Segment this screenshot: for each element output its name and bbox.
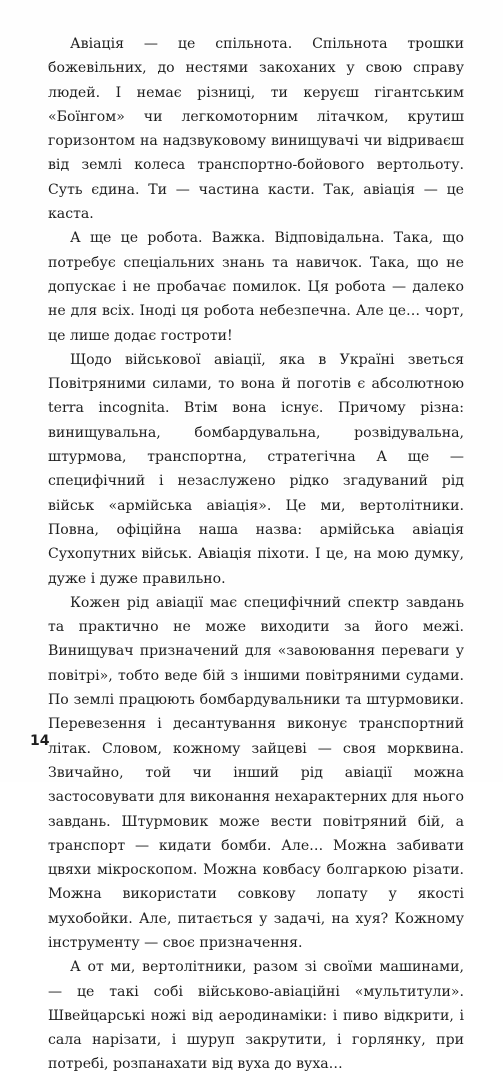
paragraph-1: Авіація — це спільнота. Спільнота трошки божевільних, до нестями закоханих у свою справу людей. І немає різниці, ти керуєш гігантським «Боїнгом» чи легкомоторним літачком, крутиш горизонтом на надзвуковому винищувачі чи відриваєш від землі колеса транспортно-бойового вертольоту. Суть єдина. Ти — частина касти. Так, авіація — це каста. [48,36,464,223]
page-number: 14 [30,733,50,749]
paragraph-5: А от ми, вертолітники, разом зі своїми машинами, — це такі собі військово-авіаційні «мультитули». Швейцарські ножі від аеродинаміки: і пиво відкрити, і сала нарізати, і шуруп закрутити, і горлянку, при потребі, розпанахати від вуха до вуха… [48,959,464,1073]
paragraph-2: А ще це робота. Важка. Відповідальна. Така, що потребує спеціальних знань та навичок. Така, що не допускає і не пробачає помилок. Ця робота — далеко не для всіх. Іноді ця робота небезпечна. Але це… чорт, це лише додає гостроти! [48,230,464,344]
body-text [48,32,464,1077]
paragraph-4: Кожен рід авіації має специфічний спектр завдань та практично не може виходити за його межі. Винищувач призначений для «завоювання переваги у повітрі», тобто веде бій з іншими повітряними судами. По землі працюють бомбардувальники та штурмовики. Перевезення і десантування виконує транспортний літак. Словом, кожному зайцеві — своя морквина. Звичайно, той чи інший рід авіації можна застосовувати для виконання нехарактерних для нього завдань. Штурмовик може вести повітряний бій, а транспорт — кидати бомби. Але… Можна забивати цвяхи мікроскопом. Можна ковбасу болгаркою різати. Можна використати совкову лопату у якості мухобойки. Але, питається у задачі, на хуя? Кожному інструменту — своє призначення. [48,594,464,951]
paragraph-3: Щодо військової авіації, яка в Україні зветься Повітряними силами, то вона й поготів є абсолютною terra incognita. Втім вона існує. Причому різна: винищувальна, бомбардувальна, розвідувальна, штурмова, транспортна, стратегічна А ще — специфічний і незаслужено рідко згадуваний рід військ «армійська авіація». Це ми, вертолітники. Повна, офіційна наша назва: армійська авіація Сухопутних військ. Авіація піхоти. І це, на мою думку, дуже і дуже правильно. [48,351,464,587]
